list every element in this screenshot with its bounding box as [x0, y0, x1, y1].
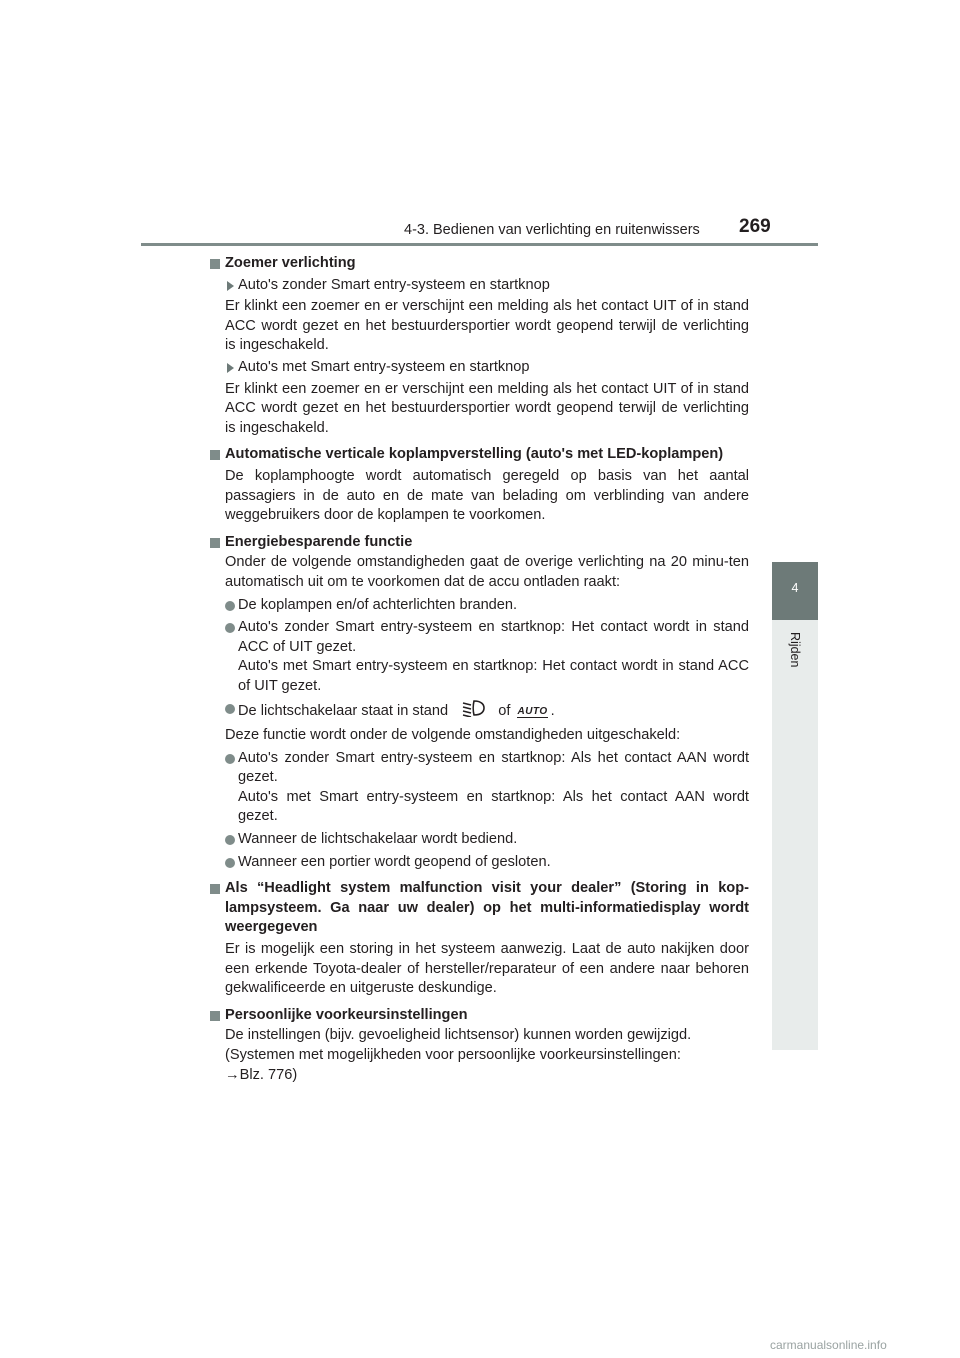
header-divider: [141, 243, 818, 246]
square-bullet-icon: [210, 450, 220, 460]
paragraph: De instellingen (bijv. gevoeligheid lichtsensor) kunnen worden gewijzigd. (Systemen met mogelijkheden voor persoonlijke voorkeursinstellingen: →Blz. 776): [209, 1026, 749, 1085]
triangle-bullet-icon: [227, 281, 234, 291]
square-bullet-icon: [210, 259, 220, 269]
round-bullet-icon: [225, 704, 235, 714]
page-content: [209, 254, 749, 1085]
watermark: carmanualsonline.info: [770, 1338, 887, 1352]
low-beam-headlight-icon: [460, 699, 486, 724]
round-bullet-icon: [225, 858, 235, 868]
sub-heading: Auto's met Smart entry-systeem en startknop: [209, 358, 749, 378]
list-item: Wanneer een portier wordt geopend of gesloten.: [209, 853, 749, 873]
round-bullet-icon: [225, 601, 235, 611]
auto-mode-icon: AUTO: [517, 705, 548, 717]
section-title-zoemer: Zoemer verlichting: [209, 254, 749, 274]
chapter-tab: [772, 562, 818, 620]
list-item: De koplampen en/of achterlichten branden.: [209, 596, 749, 616]
list-item: Auto's zonder Smart entry-systeem en startknop: Als het contact AAN wordt gezet. Auto's met Smart entry-systeem en startknop: Als het contact AAN wordt gezet.: [209, 749, 749, 827]
paragraph: Onder de volgende omstandigheden gaat de overige verlichting na 20 minu-ten automatisch uit om te voorkomen dat de accu ontladen raakt:: [225, 554, 749, 590]
round-bullet-icon: [225, 623, 235, 633]
page-reference: →Blz. 776): [225, 1066, 298, 1083]
section-title-koplampverstelling: Automatische verticale koplampverstelling (auto's met LED-koplampen): [209, 445, 749, 465]
page-number: 269: [739, 216, 771, 237]
round-bullet-icon: [225, 835, 235, 845]
paragraph: Deze functie wordt onder de volgende omstandigheden uitgeschakeld:: [225, 727, 681, 744]
square-bullet-icon: [210, 1011, 220, 1021]
header-title: 4-3. Bedienen van verlichting en ruitenwissers: [404, 222, 700, 238]
section-title-headlight-malfunction: Als “Headlight system malfunction visit your dealer” (Storing in kop-lampsysteem. Ga naar uw dealer) op het multi-informatiedisplay wordt weergegeven: [209, 879, 749, 938]
paragraph: De koplamphoogte wordt automatisch geregeld op basis van het aantal passagiers in de auto en de mate van belading om verblinding van andere weggebruikers door de koplampen te voorkomen.: [225, 467, 749, 524]
list-item: Wanneer de lichtschakelaar wordt bediend.: [209, 830, 749, 850]
triangle-bullet-icon: [227, 363, 234, 373]
chapter-number: 4: [791, 581, 799, 595]
section-title-voorkeursinstellingen: Persoonlijke voorkeursinstellingen: [209, 1006, 749, 1026]
chapter-label: Rijden: [788, 632, 802, 668]
paragraph: Er klinkt een zoemer en er verschijnt een melding als het contact UIT of in stand ACC wordt gezet en het bestuurdersportier wordt geopend terwijl de verlichting is ingeschakeld.: [225, 298, 749, 354]
square-bullet-icon: [210, 884, 220, 894]
paragraph: Er is mogelijk een storing in het systeem aanwezig. Laat de auto nakijken door een erkende Toyota-dealer of hersteller/reparateur of een andere naar behoren gekwalificeerde en uitgeruste deskundige.: [225, 941, 749, 997]
paragraph: Er klinkt een zoemer en er verschijnt een melding als het contact UIT of in stand ACC wordt gezet en het bestuurdersportier wordt geopend terwijl de verlichting is ingeschakeld.: [225, 380, 749, 436]
sub-heading: Auto's zonder Smart entry-systeem en startknop: [209, 276, 749, 296]
chapter-side-strip: [772, 620, 818, 1050]
square-bullet-icon: [210, 538, 220, 548]
list-item: De lichtschakelaar staat in stand of AUTO .: [209, 699, 749, 724]
list-item: Auto's zonder Smart entry-systeem en startknop: Het contact wordt in stand ACC of UIT gezet. Auto's met Smart entry-systeem en startknop: Het contact wordt in stand ACC of UIT gezet.: [209, 618, 749, 696]
section-title-energiebesparend: Energiebesparende functie: [209, 533, 749, 553]
round-bullet-icon: [225, 754, 235, 764]
